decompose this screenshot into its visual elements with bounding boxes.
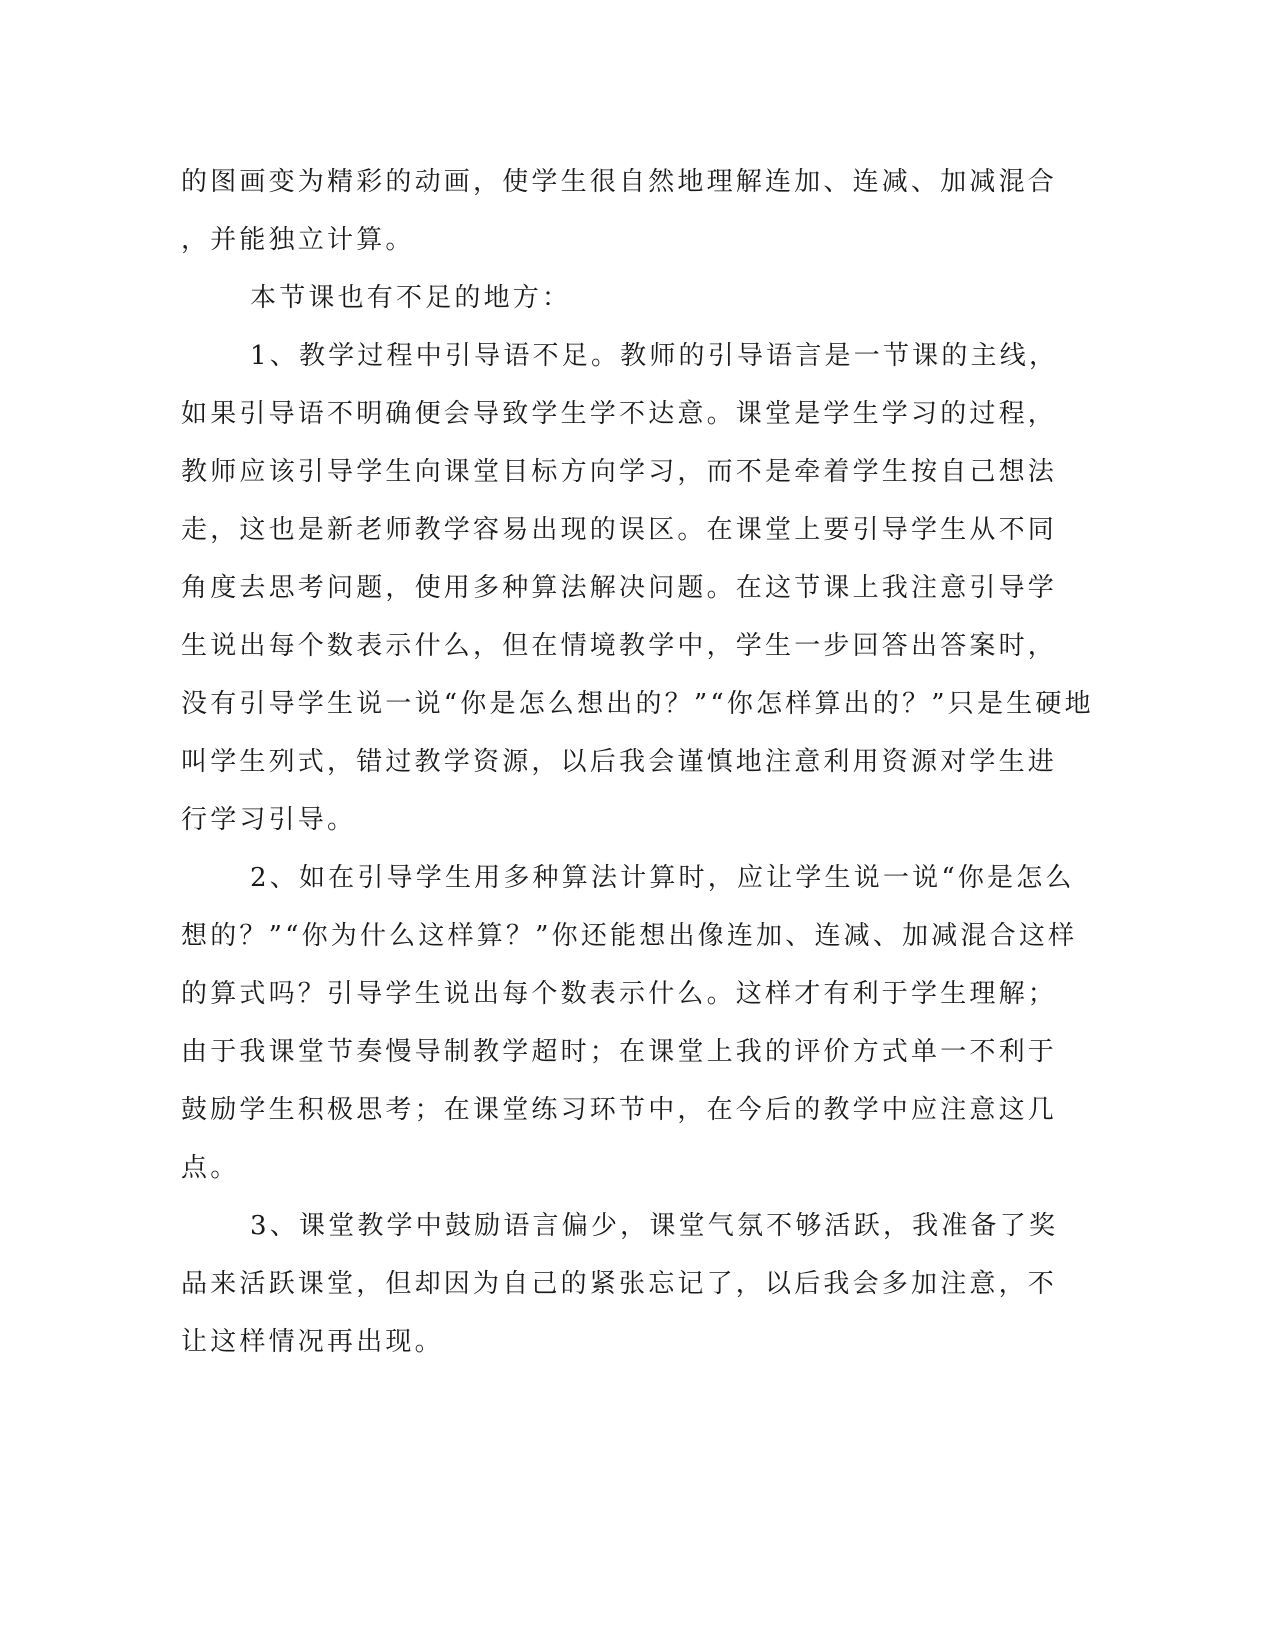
text-line: 的图画变为精彩的动画，使学生很自然地理解连加、连减、加减混合 xyxy=(181,167,1058,197)
text-line: 的算式吗？引导学生说出每个数表示什么。这样才有利于学生理解； xyxy=(181,979,1058,1009)
text-line: 让这样情况再出现。 xyxy=(181,1327,444,1357)
text-line: 2、如在引导学生用多种算法计算时，应让学生说一说“你是怎么 xyxy=(250,863,1075,893)
text-line: 叫学生列式，错过教学资源，以后我会谨慎地注意利用资源对学生进 xyxy=(181,747,1058,777)
text-line: 如果引导语不明确便会导致学生学不达意。课堂是学生学习的过程， xyxy=(181,399,1058,429)
text-line: 由于我课堂节奏慢导制教学超时；在课堂上我的评价方式单一不利于 xyxy=(181,1037,1058,1067)
text-line: 1、教学过程中引导语不足。教师的引导语言是一节课的主线， xyxy=(250,341,1059,371)
text-line: 行学习引导。 xyxy=(181,805,357,835)
text-line: ，并能独立计算。 xyxy=(181,225,415,255)
text-line: 教师应该引导学生向课堂目标方向学习，而不是牵着学生按自己想法 xyxy=(181,457,1058,487)
text-line: 点。 xyxy=(181,1153,240,1183)
text-line: 品来活跃课堂，但却因为自己的紧张忘记了，以后我会多加注意，不 xyxy=(181,1269,1058,1299)
text-line: 想的？”“你为什么这样算？”你还能想出像连加、连减、加减混合这样 xyxy=(181,921,1078,951)
text-line: 角度去思考问题，使用多种算法解决问题。在这节课上我注意引导学 xyxy=(181,573,1058,603)
text-line: 生说出每个数表示什么，但在情境教学中，学生一步回答出答案时， xyxy=(181,631,1058,661)
text-line: 3、课堂教学中鼓励语言偏少，课堂气氛不够活跃，我准备了奖 xyxy=(250,1211,1059,1241)
text-line: 没有引导学生说一说“你是怎么想出的？”“你怎样算出的？”只是生硬地 xyxy=(181,689,1094,719)
paragraph-heading: 本节课也有不足的地方： xyxy=(250,283,572,313)
text-line: 走，这也是新老师教学容易出现的误区。在课堂上要引导学生从不同 xyxy=(181,515,1058,545)
text-line: 鼓励学生积极思考；在课堂练习环节中，在今后的教学中应注意这几 xyxy=(181,1095,1058,1125)
